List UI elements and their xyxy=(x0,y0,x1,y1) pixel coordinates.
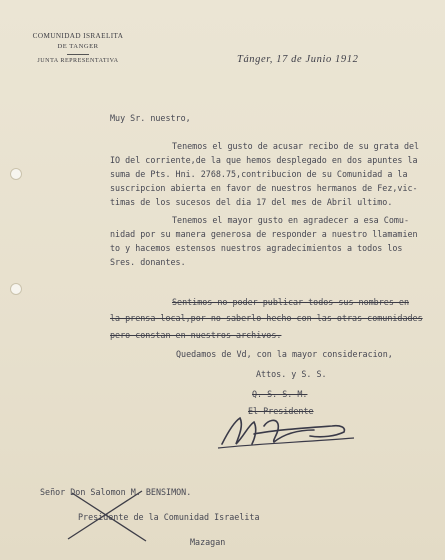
body-line: timas de los sucesos del dia 17 del mes de Abril ultimo. xyxy=(110,197,393,207)
punch-hole xyxy=(10,283,22,295)
body-line: Tenemos el gusto de acusar recibo de su grata del xyxy=(172,141,420,151)
signature xyxy=(214,408,364,452)
struck-line: Sentimos no poder publicar todos sus nombres en xyxy=(172,297,409,307)
closing-title: El Presidente xyxy=(248,406,314,416)
body-line: Sres. donantes. xyxy=(110,257,186,267)
punch-hole xyxy=(10,168,22,180)
closing-line: Quedamos de Vd, con la mayor consideracion, xyxy=(176,349,393,359)
body-line: suma de Pts. Hni. 2768.75,contribucion de su Comunidad a la xyxy=(110,169,408,179)
body-line: IO del corriente,de la que hemos desplegado en dos apuntes la xyxy=(110,155,418,165)
letterhead-city: DE TANGER xyxy=(57,43,99,50)
address-line: Mazagan xyxy=(190,537,226,547)
body-line: to y hacemos estensos nuestros agradecimientos a todos los xyxy=(110,243,403,253)
struck-line: la prensa local,por no saberlo hecho con las otras comunidades xyxy=(110,313,423,323)
letter-date: Tánger, 17 de Junio 1912 xyxy=(237,54,359,65)
salutation: Muy Sr. nuestro, xyxy=(110,113,191,123)
body-line: nidad por su manera generosa de responder a nuestro llamamien xyxy=(110,229,418,239)
body-line: suscripcion abierta en favor de nuestros hermanos de Fez,vic- xyxy=(110,183,418,193)
letterhead-org: COMUNIDAD ISRAELITA xyxy=(32,32,124,40)
body-line: Tenemos el mayor gusto en agradecer a esa Comu- xyxy=(172,215,409,225)
closing-line: Q. S. S. M. xyxy=(252,389,308,399)
letterhead xyxy=(18,32,138,64)
letterhead-rule xyxy=(67,54,89,55)
address-line: Señor Don Salomon M. BENSIMON. xyxy=(40,487,192,497)
closing-line: Attos. y S. S. xyxy=(256,369,327,379)
letterhead-board: JUNTA REPRESENTATIVA xyxy=(37,58,119,64)
struck-line: pero constan en nuestros archivos. xyxy=(110,330,282,340)
address-line: Presidente de la Comunidad Israelita xyxy=(78,512,260,522)
